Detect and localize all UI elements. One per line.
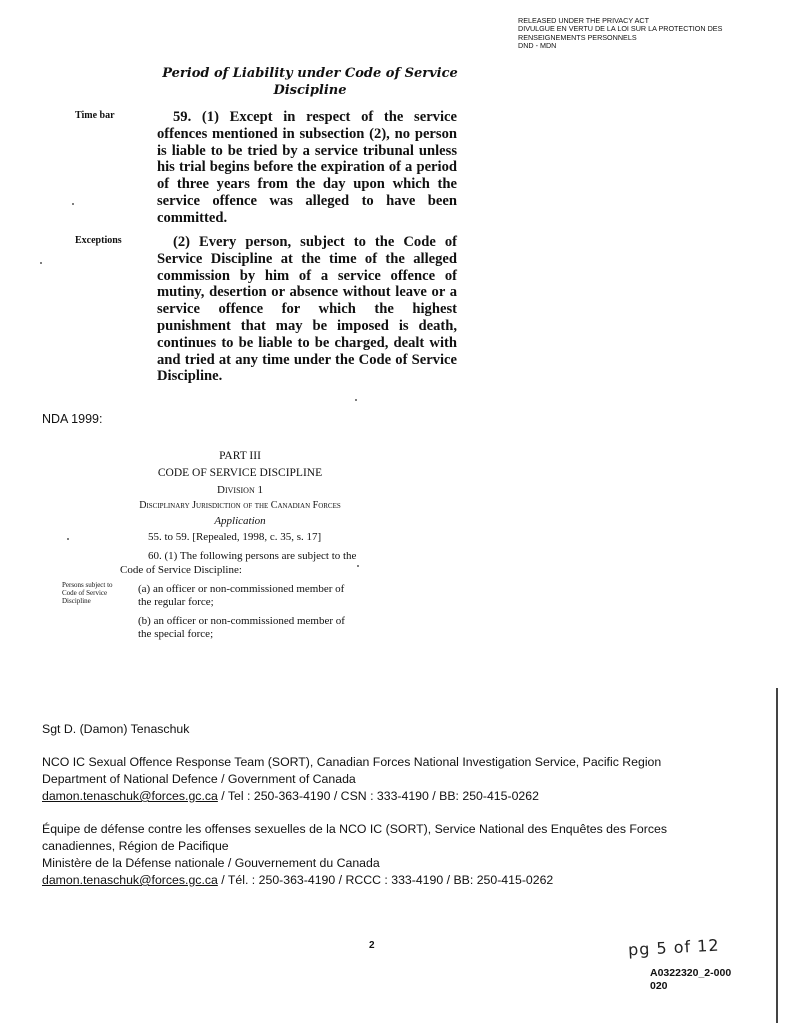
scan-speck [357, 565, 359, 567]
signature-english [42, 754, 661, 805]
repealed-note: 55. to 59. [Repealed, 1998, c. 35, s. 17] [148, 531, 322, 543]
document-id-line: A0322320_2-000 [650, 967, 732, 979]
code-heading: CODE OF SERVICE DISCIPLINE [157, 467, 323, 479]
contact-line [42, 872, 667, 889]
department-line: Department of National Defence / Government of Canada [42, 772, 356, 786]
email-link[interactable]: damon.tenaschuk@forces.gc.ca [42, 873, 218, 887]
margin-note-persons-subject: Persons subject to Code of Service Discipline [62, 581, 113, 605]
signature-french [42, 821, 667, 889]
part-heading: PART III [219, 450, 261, 462]
nda-1999-label: NDA 1999: [42, 412, 103, 426]
document-id-line: 020 [650, 979, 668, 992]
stamp-line: DIVULGUE EN VERTU DE LA LOI SUR LA PROTECTION DES [518, 24, 723, 34]
scan-edge-line [776, 688, 778, 1023]
stamp-line: RENSEIGNEMENTS PERSONNELS [518, 32, 637, 42]
section-59-1-text: 59. (1) Except in respect of the service offences mentioned in subsection (2), no person is liable to be tried by a service tribunal unless his trial begins before the expiration of a period of three years from the day upon which the service offence was alleged to have been committed. [157, 109, 457, 226]
nda-excerpt [120, 450, 360, 641]
title-line: Équipe de défense contre les offenses sexuelles de la NCO IC (SORT), Service National des Enquêtes des Forces [42, 822, 667, 836]
phone-numbers: / Tel : 250-363-4190 / CSN : 333-4190 / BB: 250-415-0262 [217, 789, 539, 803]
department-line: Ministère de la Défense nationale / Gouvernement du Canada [42, 856, 380, 870]
scan-speck [355, 399, 357, 401]
document-id [650, 967, 731, 992]
title-line-cont: canadiennes, Région de Pacifique [42, 839, 229, 853]
margin-note-time-bar: Time bar [75, 110, 115, 121]
title-line: NCO IC Sexual Offence Response Team (SORT), Canadian Forces National Investigation Service, Pacific Region [42, 755, 662, 769]
scan-speck [72, 203, 74, 205]
division-heading: Division 1 [217, 484, 263, 496]
scan-speck [67, 538, 69, 540]
phone-numbers: / Tél. : 250-363-4190 / RCCC : 333-4190 / BB: 250-415-0262 [217, 873, 554, 887]
section-59-2-text: (2) Every person, subject to the Code of Service Discipline at the time of the alleged commission by him of a service offence of mutiny, desertion or absence without leave or a service offence for which the highest punishment that may be imposed is death, continues to be liable to be charged, dealt with and tried at any time under the Code of Service Discipline. [157, 234, 457, 385]
stamp-line: DND - MDN [518, 41, 557, 51]
list-item-clipped [120, 615, 360, 641]
handwritten-page-note: pg 5 of 12 [627, 935, 720, 960]
list-item: (a) an officer or non-commissioned member of the regular force; [138, 583, 345, 608]
division-title: Disciplinary Jurisdiction of the Canadian Forces [139, 500, 341, 511]
scan-speck [40, 262, 42, 264]
list-item-text: (b) an officer or non-commissioned member of the special force; [138, 615, 345, 640]
email-link[interactable]: damon.tenaschuk@forces.gc.ca [42, 789, 218, 803]
section-heading [150, 65, 470, 99]
stamp-line: RELEASED UNDER THE PRIVACY ACT [518, 16, 650, 25]
contact-line [42, 788, 661, 805]
section-60-text: 60. (1) The following persons are subject to the Code of Service Discipline: [120, 550, 357, 576]
application-subheading: Application [214, 515, 266, 527]
release-stamp [518, 17, 722, 51]
heading-line: Period of Liability under Code of Service [162, 66, 458, 81]
signature-name: Sgt D. (Damon) Tenaschuk [42, 722, 190, 736]
page-number: 2 [369, 940, 375, 951]
heading-line: Discipline [273, 83, 347, 98]
margin-note-exceptions: Exceptions [75, 235, 122, 246]
